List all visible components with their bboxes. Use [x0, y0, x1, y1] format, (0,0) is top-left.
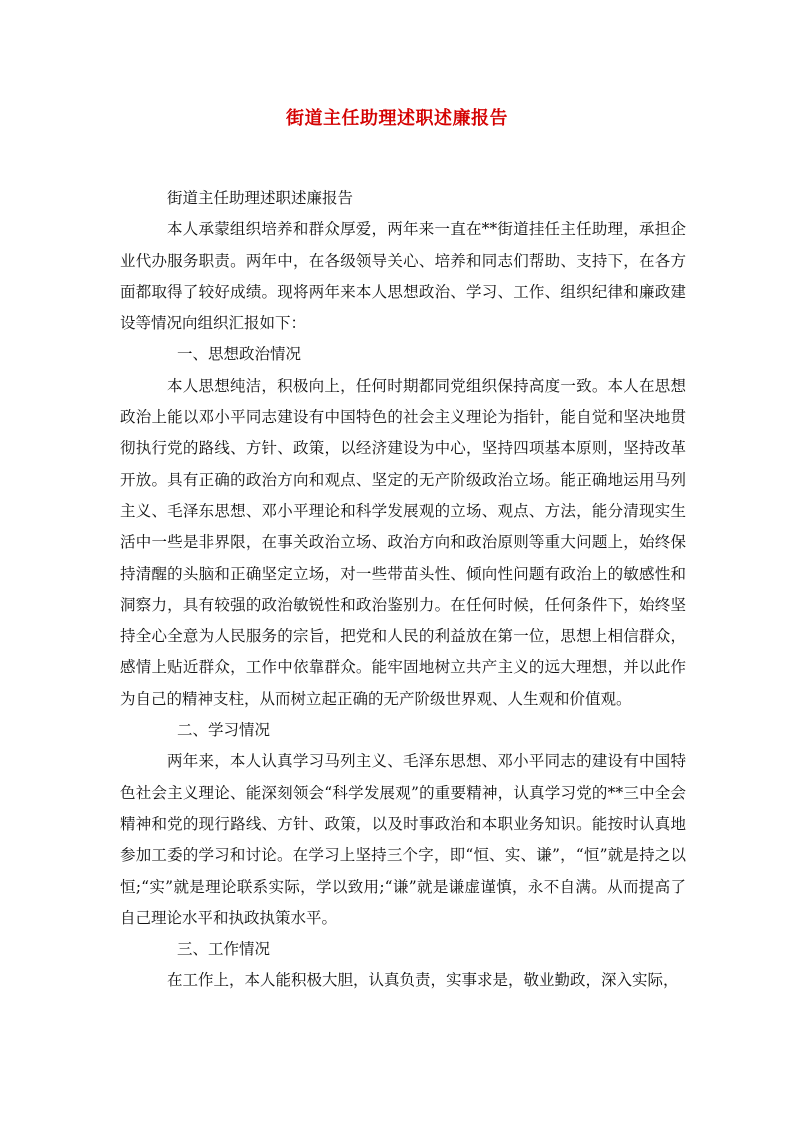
intro-paragraph: 本人承蒙组织培养和群众厚爱，两年来一直在**街道挂任主任助理，承担企业代办服务职责。两年中，在各级领导关心、培养和同志们帮助、支持下，在各方面都取得了较好成绩。现将两年来本人思想政治、学习、工作、组织纪律和廉政建设等情况向组织汇报如下：: [120, 220, 686, 333]
study-paragraph: 两年来，本人认真学习马列主义、毛泽东思想、邓小平同志的建设有中国特色社会主义理论、能深刻领会“科学发展观”的重要精神，认真学习党的**三中全会精神和党的现行路线、方针、政策，以及时事政治和本职业务知识。能按时认真地参加工委的学习和讨论。在学习上坚持三个字，即“恒、实、谦”，“恒”就是持之以恒;“实”就是理论联系实际，学以致用;“谦”就是谦虚谨慎，永不自满。从而提高了自己理论水平和执政执策水平。: [120, 752, 686, 927]
document-body: [120, 183, 686, 997]
political-paragraph: 本人思想纯洁，积极向上，任何时期都同党组织保持高度一致。本人在思想政治上能以邓小平同志建设有中国特色的社会主义理论为指针，能自觉和坚决地贯彻执行党的路线、方针、政策，以经济建设为中心，坚持四项基本原则，坚持改革开放。具有正确的政治方向和观点、坚定的无产阶级政治立场。能正确地运用马列主义、毛泽东思想、邓小平理论和科学发展观的立场、观点、方法，能分清现实生活中一些是非界限，在事关政治立场、政治方向和政治原则等重大问题上，始终保持清醒的头脑和正确坚定立场，对一些带苗头性、倾向性问题有政治上的敏感性和洞察力，具有较强的政治敏锐性和政治鉴别力。在任何时候，任何条件下，始终坚持全心全意为人民服务的宗旨，把党和人民的利益放在第一位，思想上相信群众，感情上贴近群众，工作中依靠群众。能牢固地树立共产主义的远大理想，并以此作为自己的精神支柱，从而树立起正确的无产阶级世界观、人生观和价值观。: [120, 376, 686, 708]
section-heading-political: 一、思想政治情况: [177, 345, 302, 364]
work-paragraph: 在工作上，本人能积极大胆，认真负责，实事求是，敬业勤政，深入实际，: [167, 971, 679, 990]
section-heading-work: 三、工作情况: [177, 940, 271, 959]
section-heading-study: 二、学习情况: [177, 721, 271, 740]
document-title: 街道主任助理述职述廉报告: [286, 108, 508, 129]
subtitle-line: 街道主任助理述职述廉报告: [167, 189, 354, 207]
